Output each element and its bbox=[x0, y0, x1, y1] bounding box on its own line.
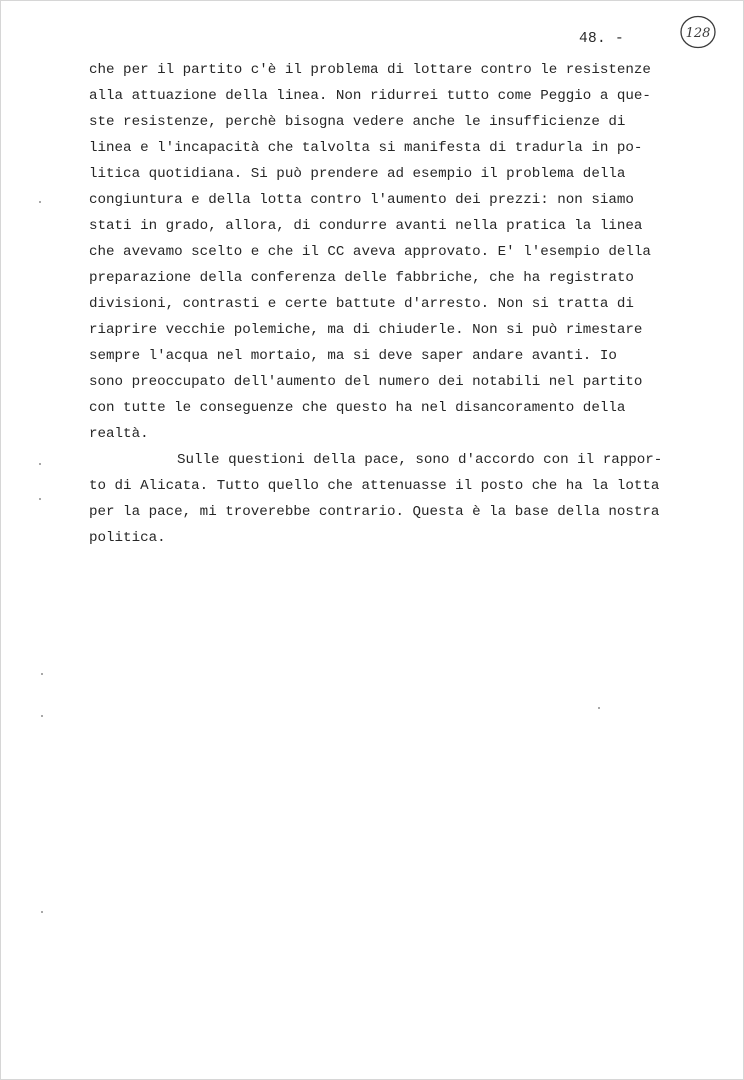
text-line: Sulle questioni della pace, sono d'accordo con il rappor- bbox=[177, 452, 663, 468]
text-line: politica. bbox=[89, 530, 166, 546]
body-text bbox=[89, 57, 689, 551]
page-number: 48. - bbox=[579, 31, 625, 47]
text-line: con tutte le conseguenze che questo ha nel disancoramento della bbox=[89, 400, 626, 416]
paragraph-2 bbox=[89, 447, 689, 551]
margin-dot bbox=[41, 673, 43, 675]
margin-dot bbox=[598, 707, 600, 709]
text-line: ste resistenze, perchè bisogna vedere anche le insufficienze di bbox=[89, 114, 626, 130]
margin-dot bbox=[39, 201, 41, 203]
text-line: litica quotidiana. Si può prendere ad esempio il problema della bbox=[89, 166, 626, 182]
margin-dot bbox=[39, 498, 41, 500]
paragraph-1 bbox=[89, 57, 689, 447]
text-line: stati in grado, allora, di condurre avanti nella pratica la linea bbox=[89, 218, 643, 234]
text-line: divisioni, contrasti e certe battute d'arresto. Non si tratta di bbox=[89, 296, 634, 312]
text-line: linea e l'incapacità che talvolta si manifesta di tradurla in po- bbox=[89, 140, 643, 156]
text-line: realtà. bbox=[89, 426, 149, 442]
text-line: congiuntura e della lotta contro l'aumento dei prezzi: non siamo bbox=[89, 192, 634, 208]
margin-dot bbox=[41, 911, 43, 913]
text-line: che avevamo scelto e che il CC aveva approvato. E' l'esempio della bbox=[89, 244, 651, 260]
text-line: per la pace, mi troverebbe contrario. Questa è la base della nostra bbox=[89, 504, 660, 520]
margin-dot bbox=[39, 463, 41, 465]
archive-stamp bbox=[678, 13, 718, 51]
text-line: riaprire vecchie polemiche, ma di chiuderle. Non si può rimestare bbox=[89, 322, 643, 338]
text-line: alla attuazione della linea. Non ridurrei tutto come Peggio a que- bbox=[89, 88, 651, 104]
margin-dot bbox=[41, 715, 43, 717]
text-line: sono preoccupato dell'aumento del numero dei notabili nel partito bbox=[89, 374, 643, 390]
text-line: preparazione della conferenza delle fabbriche, che ha registrato bbox=[89, 270, 634, 286]
archive-stamp-number: 128 bbox=[685, 26, 711, 41]
text-line: sempre l'acqua nel mortaio, ma si deve saper andare avanti. Io bbox=[89, 348, 617, 364]
text-line: che per il partito c'è il problema di lottare contro le resistenze bbox=[89, 62, 651, 78]
text-line: to di Alicata. Tutto quello che attenuasse il posto che ha la lotta bbox=[89, 478, 660, 494]
